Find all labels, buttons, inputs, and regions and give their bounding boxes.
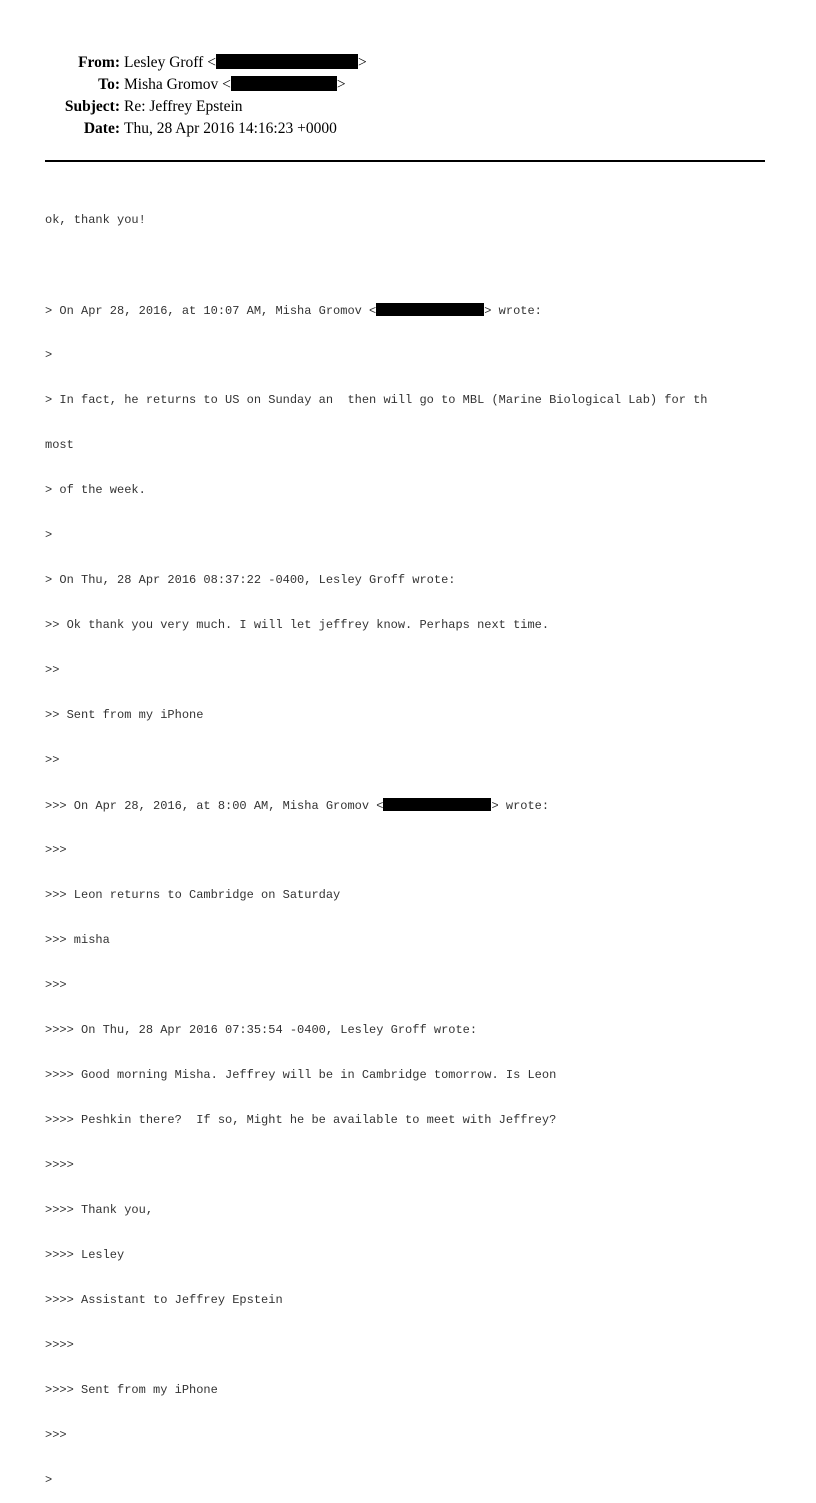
body-line: >>>> Peshkin there? If so, Might he be available to meet with Jeffrey? bbox=[45, 1113, 557, 1127]
body-line: >> Ok thank you very much. I will let jeffrey know. Perhaps next time. bbox=[45, 618, 550, 632]
redaction-block bbox=[383, 798, 491, 811]
email-body bbox=[45, 183, 775, 1503]
redaction-block bbox=[231, 76, 337, 91]
body-line bbox=[45, 798, 775, 813]
body-line: >>>> bbox=[45, 1338, 74, 1352]
body-line: >>>> Assistant to Jeffrey Epstein bbox=[45, 1293, 283, 1307]
body-line: most bbox=[45, 438, 74, 452]
body-line: > bbox=[45, 1473, 53, 1487]
body-line: >>>> Thank you, bbox=[45, 1203, 154, 1217]
body-line: > bbox=[45, 348, 53, 362]
quote-header-text: >>> On Apr 28, 2016, at 8:00 AM, Misha Gromov < bbox=[45, 799, 384, 813]
body-line: > bbox=[45, 528, 53, 542]
body-line: >>> misha bbox=[45, 933, 110, 947]
quote-header-end: > wrote: bbox=[484, 304, 542, 318]
body-line: > of the week. bbox=[45, 483, 146, 497]
to-name: Misha Gromov < bbox=[124, 76, 231, 93]
redaction-block bbox=[216, 54, 358, 69]
body-line: > On Thu, 28 Apr 2016 08:37:22 -0400, Lesley Groff wrote: bbox=[45, 573, 456, 587]
to-label: To: bbox=[98, 76, 120, 93]
from-label: From: bbox=[78, 54, 120, 71]
body-line: >>> bbox=[45, 1428, 67, 1442]
from-row bbox=[0, 52, 816, 74]
body-line: >> bbox=[45, 753, 60, 767]
body-line bbox=[45, 258, 775, 273]
body-line: >>> bbox=[45, 978, 67, 992]
date-label: Date: bbox=[83, 120, 120, 137]
body-line bbox=[45, 303, 775, 318]
to-row bbox=[0, 74, 816, 96]
body-line: >>>> Lesley bbox=[45, 1248, 125, 1262]
body-line: > In fact, he returns to US on Sunday an then will go to MBL (Marine Biological Lab) for th bbox=[45, 393, 708, 407]
from-value bbox=[124, 52, 367, 74]
body-line: >> bbox=[45, 663, 60, 677]
to-value bbox=[124, 74, 346, 96]
header-divider bbox=[45, 160, 765, 162]
body-line: >>> Leon returns to Cambridge on Saturday bbox=[45, 888, 341, 902]
email-header bbox=[0, 52, 816, 140]
from-close: > bbox=[357, 54, 367, 71]
body-line: ok, thank you! bbox=[45, 213, 146, 227]
date-value: Thu, 28 Apr 2016 14:16:23 +0000 bbox=[124, 120, 337, 137]
quote-header-end: > wrote: bbox=[491, 799, 550, 813]
body-line: >>>> On Thu, 28 Apr 2016 07:35:54 -0400, Lesley Groff wrote: bbox=[45, 1023, 478, 1037]
body-line: >>> bbox=[45, 843, 67, 857]
redaction-block bbox=[376, 303, 484, 316]
body-line: >> Sent from my iPhone bbox=[45, 708, 204, 722]
body-line: >>>> Sent from my iPhone bbox=[45, 1383, 218, 1397]
body-line: >>>> bbox=[45, 1158, 74, 1172]
quote-header-text: > On Apr 28, 2016, at 10:07 AM, Misha Gromov < bbox=[45, 304, 377, 318]
to-close: > bbox=[336, 76, 346, 93]
subject-label: Subject: bbox=[64, 98, 120, 115]
subject-value: Re: Jeffrey Epstein bbox=[124, 98, 243, 115]
date-row bbox=[0, 118, 816, 140]
body-line: >>>> Good morning Misha. Jeffrey will be in Cambridge tomorrow. Is Leon bbox=[45, 1068, 557, 1082]
subject-row bbox=[0, 96, 816, 118]
from-name: Lesley Groff < bbox=[124, 54, 216, 71]
